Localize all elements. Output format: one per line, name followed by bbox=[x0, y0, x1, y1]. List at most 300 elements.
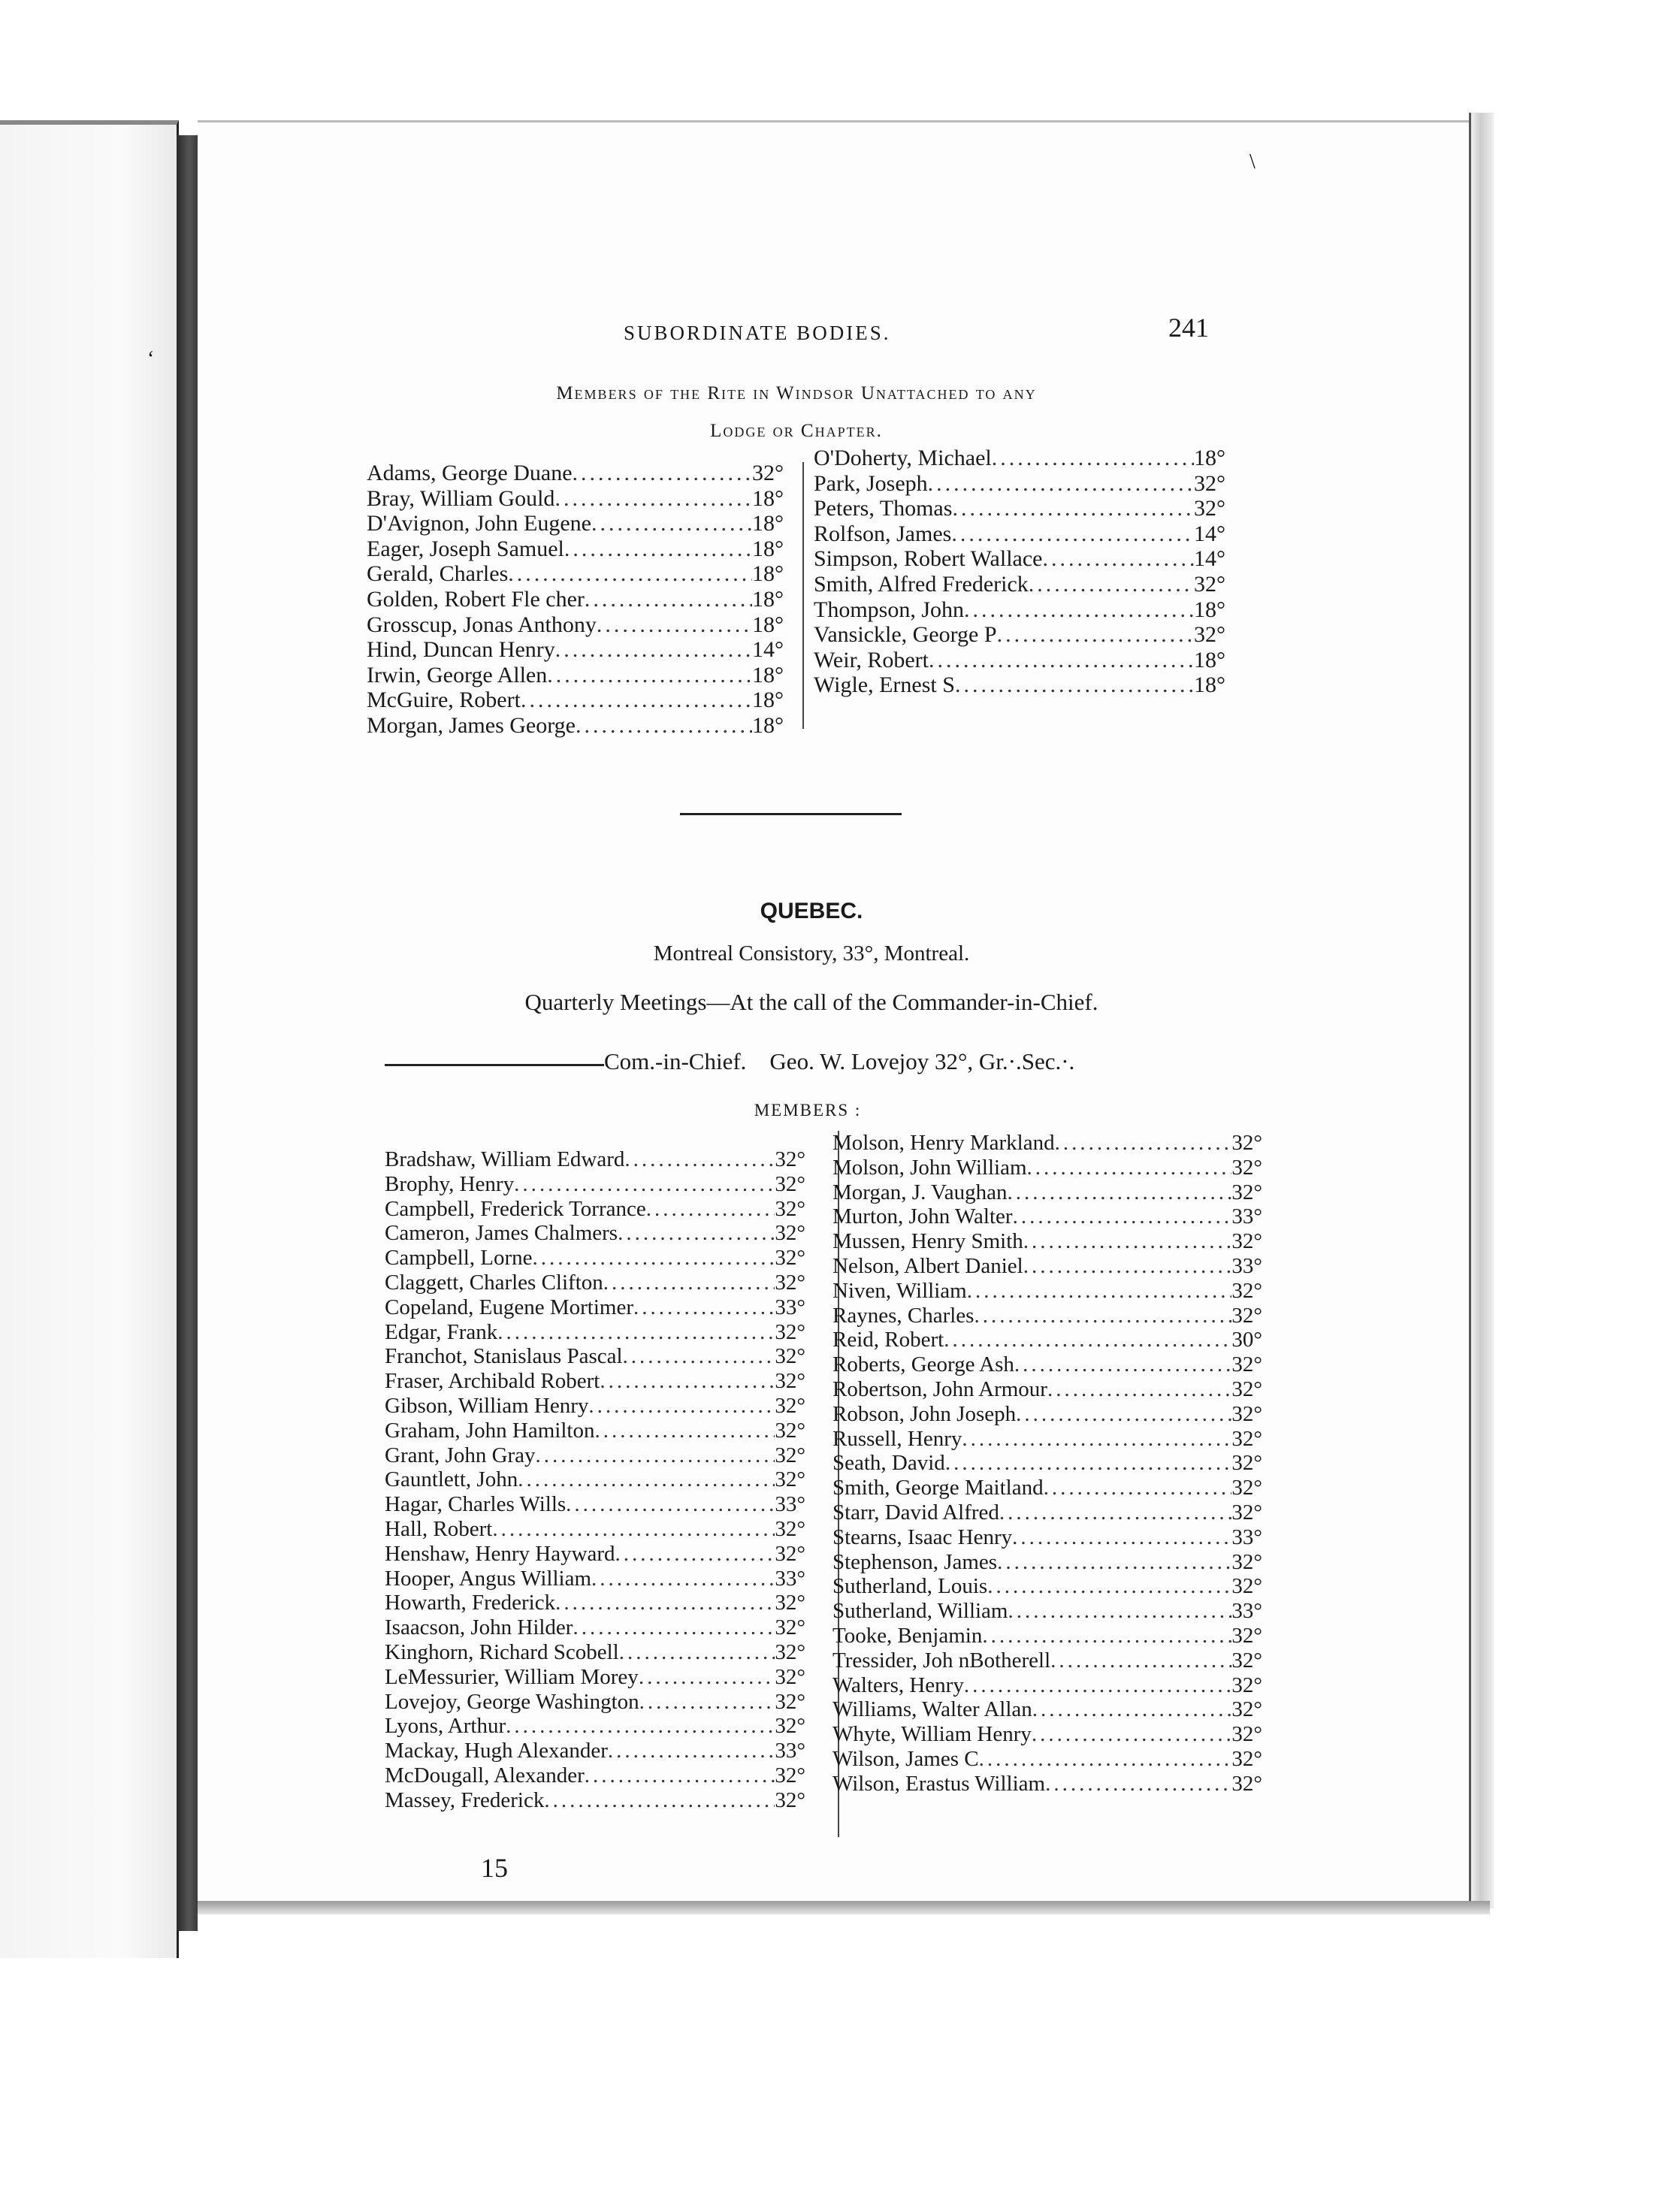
member-entry bbox=[385, 1640, 805, 1665]
member-name: Irwin, George Allen bbox=[367, 662, 548, 687]
dot-leader bbox=[646, 1197, 775, 1222]
member-name: Russell, Henry bbox=[832, 1426, 962, 1451]
member-name: Robson, John Joseph bbox=[832, 1401, 1017, 1426]
dot-leader bbox=[1027, 1156, 1232, 1180]
member-degree: 32° bbox=[775, 1418, 805, 1443]
member-entry bbox=[832, 1697, 1262, 1722]
member-degree: 32° bbox=[1231, 1648, 1262, 1673]
member-entry bbox=[385, 1615, 805, 1640]
member-entry bbox=[814, 546, 1225, 572]
member-degree: 32° bbox=[1231, 1278, 1262, 1303]
page-fore-edge bbox=[1469, 113, 1494, 1908]
section-rule bbox=[680, 813, 902, 815]
member-entry bbox=[385, 1517, 805, 1542]
dot-leader bbox=[1045, 1772, 1231, 1796]
member-degree: 18° bbox=[752, 712, 784, 738]
member-entry bbox=[832, 1747, 1262, 1772]
member-name: Mackay, Hugh Alexander bbox=[385, 1739, 608, 1763]
member-name: Campbell, Frederick Torrance bbox=[385, 1196, 646, 1221]
member-name: Isaacson, John Hilder bbox=[385, 1615, 573, 1640]
member-entry bbox=[814, 622, 1225, 648]
member-name: Williams, Walter Allan bbox=[832, 1697, 1032, 1722]
dot-leader bbox=[555, 637, 752, 663]
member-entry bbox=[832, 1352, 1262, 1377]
dot-leader bbox=[1012, 1525, 1231, 1550]
dot-leader bbox=[547, 663, 752, 688]
member-degree: 32° bbox=[1231, 1352, 1262, 1377]
dot-leader bbox=[1008, 1599, 1232, 1624]
member-degree: 32° bbox=[775, 1787, 805, 1812]
member-name: Walters, Henry bbox=[832, 1673, 964, 1697]
secretary-entry: Geo. W. Lovejoy 32°, Gr.·.Sec.·. bbox=[769, 1048, 1075, 1074]
member-name: Massey, Frederick bbox=[385, 1787, 545, 1812]
dot-leader bbox=[992, 446, 1194, 471]
member-name: Sutherland, Louis bbox=[832, 1574, 988, 1599]
member-name: Tressider, Joh nBotherell bbox=[832, 1648, 1051, 1673]
member-name: Whyte, William Henry bbox=[832, 1722, 1032, 1747]
member-degree: 32° bbox=[1231, 1451, 1262, 1476]
member-degree: 32° bbox=[1231, 1673, 1262, 1697]
member-name: Murton, John Walter bbox=[832, 1204, 1013, 1229]
member-entry bbox=[385, 1467, 805, 1492]
member-name: Bradshaw, William Edward bbox=[385, 1147, 625, 1171]
member-name: Wigle, Ernest S bbox=[814, 672, 955, 698]
member-entry bbox=[385, 1443, 805, 1468]
member-entry bbox=[385, 1788, 805, 1813]
member-entry bbox=[385, 1394, 805, 1419]
member-name: Claggett, Charles Clifton bbox=[385, 1270, 603, 1295]
member-name: Tooke, Benjamin bbox=[832, 1623, 983, 1648]
member-entry bbox=[367, 713, 784, 739]
member-name: Stearns, Isaac Henry bbox=[832, 1525, 1013, 1549]
member-degree: 18° bbox=[752, 687, 784, 713]
dot-leader bbox=[1032, 1697, 1232, 1722]
dot-leader bbox=[974, 1304, 1231, 1328]
member-entry bbox=[385, 1221, 805, 1246]
member-name: Simpson, Robert Wallace bbox=[814, 546, 1043, 572]
member-entry bbox=[367, 561, 784, 587]
dot-leader bbox=[1014, 1352, 1231, 1377]
member-entry bbox=[832, 1304, 1262, 1328]
member-degree: 32° bbox=[1231, 1500, 1262, 1525]
member-degree: 32° bbox=[1231, 1155, 1262, 1180]
member-entry bbox=[367, 637, 784, 663]
dot-leader bbox=[1013, 1204, 1232, 1229]
dot-leader bbox=[600, 1369, 775, 1394]
member-name: Edgar, Frank bbox=[385, 1319, 498, 1344]
member-degree: 32° bbox=[1231, 1476, 1262, 1500]
member-degree: 18° bbox=[752, 511, 784, 536]
member-entry bbox=[385, 1147, 805, 1172]
member-name: Cameron, James Chalmers bbox=[385, 1221, 618, 1246]
member-name: Howarth, Frederick bbox=[385, 1591, 556, 1615]
dot-leader bbox=[1047, 1377, 1231, 1402]
dot-leader bbox=[533, 1246, 775, 1271]
member-entry bbox=[814, 471, 1225, 497]
dot-leader bbox=[945, 1451, 1232, 1476]
member-degree: 33° bbox=[1231, 1599, 1262, 1624]
member-entry bbox=[832, 1279, 1262, 1304]
dot-leader bbox=[521, 687, 752, 713]
member-entry bbox=[367, 663, 784, 688]
dot-leader bbox=[618, 1221, 775, 1246]
member-degree: 32° bbox=[1231, 1303, 1262, 1328]
member-entry bbox=[367, 687, 784, 713]
member-entry bbox=[385, 1344, 805, 1369]
dot-leader bbox=[967, 1279, 1232, 1304]
member-entry bbox=[385, 1714, 805, 1739]
member-name: Stephenson, James bbox=[832, 1549, 998, 1574]
member-entry bbox=[814, 672, 1225, 698]
dot-leader bbox=[597, 612, 752, 638]
member-degree: 14° bbox=[1194, 546, 1225, 572]
member-degree: 32° bbox=[1194, 496, 1225, 521]
member-degree: 32° bbox=[775, 1270, 805, 1295]
member-name: Hall, Robert bbox=[385, 1516, 493, 1541]
member-entry bbox=[814, 572, 1225, 597]
member-name: McDougall, Alexander bbox=[385, 1763, 585, 1787]
member-name: D'Avignon, John Eugene bbox=[367, 511, 591, 536]
member-name: Thompson, John bbox=[814, 597, 965, 622]
member-entry bbox=[367, 461, 784, 486]
member-degree: 32° bbox=[775, 1763, 805, 1787]
member-entry bbox=[832, 1204, 1262, 1229]
member-degree: 18° bbox=[752, 561, 784, 587]
member-entry bbox=[385, 1492, 805, 1517]
member-degree: 32° bbox=[775, 1221, 805, 1246]
member-degree: 32° bbox=[1231, 1229, 1262, 1254]
members-heading: MEMBERS : bbox=[754, 1101, 862, 1120]
member-name: Molson, John William bbox=[832, 1155, 1027, 1180]
member-name: Smith, Alfred Frederick bbox=[814, 571, 1029, 597]
member-name: Park, Joseph bbox=[814, 470, 928, 496]
member-name: Wilson, Erastus William bbox=[832, 1771, 1046, 1796]
dot-leader bbox=[623, 1344, 775, 1369]
member-degree: 32° bbox=[775, 1516, 805, 1541]
member-entry bbox=[814, 521, 1225, 547]
member-degree: 18° bbox=[752, 612, 784, 637]
member-degree: 32° bbox=[775, 1443, 805, 1467]
member-name: Gauntlett, John bbox=[385, 1467, 518, 1492]
dot-leader bbox=[639, 1665, 775, 1690]
book-spine bbox=[177, 135, 198, 1931]
scan-speck: ‘ bbox=[147, 347, 155, 370]
member-name: Starr, David Alfred bbox=[832, 1500, 999, 1525]
windsor-heading: Members of the Rite in Windsor Unattached to any bbox=[556, 383, 1037, 403]
scan-speck: \ bbox=[1249, 150, 1256, 174]
dot-leader bbox=[619, 1640, 775, 1665]
dot-leader bbox=[615, 1542, 775, 1567]
member-degree: 18° bbox=[752, 662, 784, 687]
dot-leader bbox=[1050, 1648, 1231, 1673]
member-degree: 32° bbox=[775, 1714, 805, 1739]
member-entry bbox=[385, 1246, 805, 1271]
member-name: Morgan, J. Vaughan bbox=[832, 1180, 1008, 1204]
dot-leader bbox=[536, 1443, 775, 1468]
dot-leader bbox=[544, 1788, 775, 1813]
member-degree: 32° bbox=[775, 1344, 805, 1369]
member-degree: 30° bbox=[1231, 1328, 1262, 1352]
dot-leader bbox=[929, 648, 1194, 673]
member-degree: 32° bbox=[1231, 1131, 1262, 1155]
member-entry bbox=[367, 612, 784, 638]
dot-leader bbox=[1055, 1131, 1232, 1156]
dot-leader bbox=[952, 496, 1194, 521]
member-degree: 32° bbox=[775, 1689, 805, 1714]
dot-leader bbox=[585, 587, 752, 612]
officers-line bbox=[385, 1048, 1074, 1075]
member-name: Nelson, Albert Daniel bbox=[832, 1253, 1023, 1278]
dot-leader bbox=[1044, 1476, 1232, 1500]
member-name: Graham, John Hamilton bbox=[385, 1418, 595, 1443]
member-entry bbox=[385, 1419, 805, 1443]
dot-leader bbox=[608, 1739, 775, 1763]
member-entry bbox=[385, 1295, 805, 1320]
dot-leader bbox=[1042, 546, 1194, 572]
member-name: Robertson, John Armour bbox=[832, 1376, 1047, 1401]
dot-leader bbox=[566, 1492, 775, 1517]
member-degree: 32° bbox=[1231, 1697, 1262, 1722]
dot-leader bbox=[585, 1763, 775, 1788]
member-degree: 18° bbox=[1194, 597, 1225, 622]
dot-leader bbox=[518, 1467, 775, 1492]
member-name: Seath, David bbox=[832, 1451, 945, 1476]
member-degree: 18° bbox=[752, 586, 784, 612]
member-name: Morgan, James George bbox=[367, 712, 576, 738]
member-name: Hagar, Charles Wills bbox=[385, 1492, 567, 1517]
member-degree: 32° bbox=[1231, 1722, 1262, 1747]
member-entry bbox=[385, 1567, 805, 1591]
column-divider bbox=[802, 462, 804, 729]
running-header: SUBORDINATE BODIES. bbox=[624, 322, 891, 344]
dot-leader bbox=[997, 622, 1194, 648]
member-entry bbox=[385, 1271, 805, 1295]
quebec-members-left bbox=[385, 1147, 805, 1813]
member-name: Franchot, Stanislaus Pascal bbox=[385, 1344, 623, 1369]
member-degree: 32° bbox=[775, 1541, 805, 1566]
windsor-members-right bbox=[814, 446, 1225, 698]
member-name: Sutherland, William bbox=[832, 1599, 1008, 1624]
member-entry bbox=[832, 1525, 1262, 1550]
member-entry bbox=[832, 1476, 1262, 1500]
member-entry bbox=[832, 1402, 1262, 1427]
member-entry bbox=[832, 1722, 1262, 1747]
member-entry bbox=[367, 587, 784, 612]
member-degree: 32° bbox=[775, 1319, 805, 1344]
dot-leader bbox=[573, 1615, 775, 1640]
dot-leader bbox=[1032, 1722, 1232, 1747]
member-degree: 33° bbox=[1231, 1253, 1262, 1278]
member-name: Molson, Henry Markland bbox=[832, 1131, 1055, 1155]
dot-leader bbox=[508, 561, 752, 587]
member-degree: 32° bbox=[1231, 1771, 1262, 1796]
member-degree: 32° bbox=[1231, 1574, 1262, 1599]
member-name: Niven, William bbox=[832, 1278, 967, 1303]
member-name: Wilson, James C bbox=[832, 1746, 979, 1771]
dot-leader bbox=[1008, 1180, 1232, 1205]
member-name: Kinghorn, Richard Scobell bbox=[385, 1639, 619, 1664]
dot-leader bbox=[964, 597, 1194, 623]
member-entry bbox=[385, 1542, 805, 1567]
member-name: Smith, George Maitland bbox=[832, 1476, 1044, 1500]
member-entry bbox=[367, 536, 784, 562]
member-degree: 14° bbox=[752, 637, 784, 663]
member-degree: 32° bbox=[775, 1171, 805, 1196]
member-name: McGuire, Robert bbox=[367, 687, 521, 713]
dot-leader bbox=[997, 1550, 1231, 1575]
dot-leader bbox=[951, 521, 1194, 547]
member-entry bbox=[832, 1550, 1262, 1575]
dot-leader bbox=[999, 1500, 1231, 1525]
facing-page-edge bbox=[0, 120, 179, 1958]
member-name: Vansickle, George P bbox=[814, 622, 997, 648]
dot-leader bbox=[497, 1320, 775, 1345]
dot-leader bbox=[633, 1295, 775, 1320]
member-degree: 32° bbox=[775, 1664, 805, 1689]
member-entry bbox=[832, 1451, 1262, 1476]
dot-leader bbox=[944, 1328, 1231, 1352]
member-degree: 32° bbox=[1194, 622, 1225, 648]
dot-leader bbox=[982, 1624, 1231, 1648]
member-degree: 32° bbox=[775, 1393, 805, 1418]
commander-label: Com.-in-Chief. bbox=[604, 1048, 747, 1074]
member-degree: 32° bbox=[775, 1196, 805, 1221]
member-name: Lovejoy, George Washington bbox=[385, 1689, 639, 1714]
member-degree: 32° bbox=[775, 1369, 805, 1394]
dot-leader bbox=[1029, 572, 1194, 597]
member-name: Gibson, William Henry bbox=[385, 1393, 589, 1418]
dot-leader bbox=[555, 1591, 775, 1615]
member-name: Bray, William Gould bbox=[367, 485, 555, 511]
member-entry bbox=[814, 648, 1225, 673]
blank-name-rule bbox=[385, 1064, 604, 1066]
member-name: Roberts, George Ash bbox=[832, 1352, 1014, 1377]
meetings-note: Quarterly Meetings—At the call of the Commander-in-Chief. bbox=[524, 989, 1098, 1015]
member-entry bbox=[385, 1591, 805, 1615]
member-name: Weir, Robert bbox=[814, 647, 929, 672]
member-entry bbox=[385, 1739, 805, 1763]
member-degree: 32° bbox=[752, 461, 784, 485]
member-entry bbox=[832, 1131, 1262, 1156]
consistory-name: Montreal Consistory, 33°, Montreal. bbox=[653, 941, 970, 965]
dot-leader bbox=[987, 1574, 1231, 1599]
member-degree: 32° bbox=[1231, 1426, 1262, 1451]
member-name: Reid, Robert bbox=[832, 1328, 944, 1352]
member-degree: 33° bbox=[775, 1295, 805, 1319]
member-entry bbox=[832, 1254, 1262, 1279]
member-name: Hooper, Angus William bbox=[385, 1566, 592, 1591]
dot-leader bbox=[591, 1567, 775, 1591]
member-entry bbox=[367, 486, 784, 512]
dot-leader bbox=[1023, 1229, 1232, 1254]
dot-leader bbox=[554, 486, 752, 512]
member-entry bbox=[832, 1328, 1262, 1352]
member-degree: 32° bbox=[1231, 1180, 1262, 1204]
member-entry bbox=[832, 1180, 1262, 1205]
member-entry bbox=[385, 1369, 805, 1394]
member-degree: 32° bbox=[775, 1615, 805, 1640]
member-name: Gerald, Charles bbox=[367, 561, 509, 587]
dot-leader bbox=[603, 1271, 775, 1295]
member-degree: 18° bbox=[1194, 672, 1225, 698]
member-name: O'Doherty, Michael bbox=[814, 446, 992, 470]
dot-leader bbox=[594, 1419, 775, 1443]
member-degree: 32° bbox=[775, 1246, 805, 1271]
dot-leader bbox=[964, 1673, 1232, 1698]
member-name: LeMessurier, William Morey bbox=[385, 1664, 639, 1689]
member-degree: 33° bbox=[1231, 1204, 1262, 1229]
page-bottom-shadow bbox=[198, 1901, 1490, 1914]
member-degree: 33° bbox=[1231, 1525, 1262, 1549]
member-name: Peters, Thomas bbox=[814, 496, 953, 521]
member-name: Eager, Joseph Samuel bbox=[367, 536, 564, 561]
member-name: Grant, John Gray bbox=[385, 1443, 536, 1467]
member-entry bbox=[385, 1172, 805, 1197]
member-entry bbox=[385, 1197, 805, 1222]
dot-leader bbox=[514, 1172, 775, 1197]
member-entry bbox=[385, 1320, 805, 1345]
dot-leader bbox=[1023, 1254, 1232, 1279]
windsor-heading-cont: Lodge or Chapter. bbox=[710, 421, 883, 441]
dot-leader bbox=[639, 1690, 775, 1715]
member-degree: 32° bbox=[1231, 1549, 1262, 1574]
member-name: Grosscup, Jonas Anthony bbox=[367, 612, 597, 637]
member-degree: 32° bbox=[1231, 1376, 1262, 1401]
member-name: Campbell, Lorne bbox=[385, 1246, 533, 1271]
member-name: Copeland, Eugene Mortimer bbox=[385, 1295, 633, 1319]
member-entry bbox=[385, 1665, 805, 1690]
member-degree: 18° bbox=[752, 485, 784, 511]
dot-leader bbox=[591, 511, 752, 536]
member-degree: 33° bbox=[775, 1739, 805, 1763]
member-entry bbox=[832, 1377, 1262, 1402]
member-entry bbox=[385, 1763, 805, 1788]
member-name: Henshaw, Henry Hayward bbox=[385, 1541, 615, 1566]
member-entry bbox=[832, 1624, 1262, 1648]
quebec-members-right bbox=[832, 1131, 1262, 1796]
member-degree: 32° bbox=[775, 1147, 805, 1171]
member-degree: 32° bbox=[1194, 470, 1225, 496]
dot-leader bbox=[573, 461, 752, 486]
member-entry bbox=[832, 1673, 1262, 1698]
member-name: Fraser, Archibald Robert bbox=[385, 1369, 600, 1394]
dot-leader bbox=[506, 1714, 775, 1739]
signature-mark: 15 bbox=[481, 1853, 508, 1883]
member-entry bbox=[367, 511, 784, 536]
member-degree: 32° bbox=[1194, 571, 1225, 597]
member-entry bbox=[814, 446, 1225, 471]
dot-leader bbox=[979, 1747, 1232, 1772]
member-degree: 14° bbox=[1194, 521, 1225, 546]
member-entry bbox=[385, 1690, 805, 1715]
member-name: Adams, George Duane bbox=[367, 461, 573, 485]
dot-leader bbox=[928, 471, 1194, 497]
dot-leader bbox=[576, 713, 752, 739]
member-degree: 18° bbox=[752, 536, 784, 561]
windsor-members-left bbox=[367, 461, 784, 739]
member-degree: 32° bbox=[1231, 1401, 1262, 1426]
member-entry bbox=[832, 1427, 1262, 1452]
dot-leader bbox=[492, 1517, 775, 1542]
page-number: 241 bbox=[1168, 313, 1209, 343]
dot-leader bbox=[588, 1394, 775, 1419]
member-entry bbox=[814, 597, 1225, 623]
member-name: Mussen, Henry Smith bbox=[832, 1229, 1023, 1254]
member-entry bbox=[832, 1574, 1262, 1599]
member-entry bbox=[832, 1500, 1262, 1525]
member-entry bbox=[832, 1648, 1262, 1673]
member-name: Golden, Robert Fle cher bbox=[367, 586, 585, 612]
